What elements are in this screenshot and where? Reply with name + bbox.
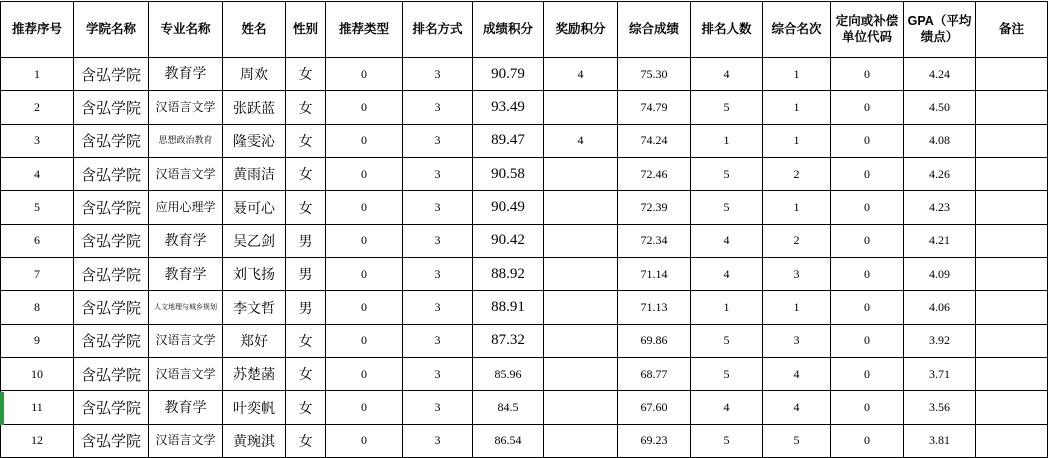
bonus-cell[interactable]: 4 [544, 124, 618, 157]
name-cell[interactable]: 李文哲 [223, 291, 286, 324]
table-row [1, 358, 1048, 391]
major-cell[interactable]: 教育学 [149, 258, 223, 291]
table-row [1, 58, 1048, 91]
cell[interactable]: 1 [763, 291, 831, 324]
bonus-cell[interactable]: 4 [544, 58, 618, 91]
cell[interactable]: 2 [1, 91, 74, 124]
bonus-cell[interactable] [544, 258, 618, 291]
college-cell[interactable]: 含弘学院 [74, 258, 149, 291]
header-cell[interactable]: 姓名 [223, 2, 286, 58]
cell[interactable]: 3 [403, 224, 473, 257]
remark-cell[interactable] [976, 291, 1048, 324]
cell[interactable]: 71.14 [618, 258, 691, 291]
remark-cell[interactable] [976, 391, 1048, 424]
cell[interactable]: 5 [691, 158, 763, 191]
score-cell[interactable]: 90.58 [473, 158, 544, 191]
cell[interactable]: 3 [403, 191, 473, 224]
cell[interactable]: 0 [326, 358, 403, 391]
remark-cell[interactable] [976, 358, 1048, 391]
cell[interactable]: 0 [831, 324, 904, 357]
cell[interactable]: 7 [1, 258, 74, 291]
remark-cell[interactable] [976, 324, 1048, 357]
score-cell[interactable]: 86.54 [473, 424, 544, 457]
cell[interactable]: 9 [1, 324, 74, 357]
table-header-row [1, 2, 1048, 58]
name-cell[interactable]: 黄雨洁 [223, 158, 286, 191]
header-cell[interactable]: 奖励积分 [544, 2, 618, 58]
cell[interactable]: 0 [326, 391, 403, 424]
cell[interactable]: 1 [763, 191, 831, 224]
remark-cell[interactable] [976, 158, 1048, 191]
college-cell[interactable]: 含弘学院 [74, 158, 149, 191]
cell[interactable]: 0 [326, 58, 403, 91]
table-row [1, 291, 1048, 324]
cell[interactable]: 4 [691, 224, 763, 257]
header-cell[interactable]: GPA（平均绩点） [904, 2, 976, 58]
gender-cell[interactable]: 男 [286, 291, 326, 324]
cell[interactable]: 4.50 [904, 91, 976, 124]
cell[interactable]: 1 [1, 58, 74, 91]
cell[interactable]: 0 [326, 291, 403, 324]
recommendation-table [0, 1, 1048, 458]
major-cell[interactable]: 汉语言文学 [149, 424, 223, 457]
table-row [1, 124, 1048, 157]
score-cell[interactable]: 90.49 [473, 191, 544, 224]
cell[interactable]: 4.09 [904, 258, 976, 291]
cell[interactable]: 4.21 [904, 224, 976, 257]
cell[interactable]: 3 [763, 258, 831, 291]
cell[interactable]: 3.81 [904, 424, 976, 457]
cell[interactable]: 5 [691, 358, 763, 391]
major-cell[interactable]: 汉语言文学 [149, 324, 223, 357]
header-cell[interactable]: 成绩积分 [473, 2, 544, 58]
cell[interactable]: 72.34 [618, 224, 691, 257]
remark-cell[interactable] [976, 58, 1048, 91]
name-cell[interactable]: 吴乙剑 [223, 224, 286, 257]
score-cell[interactable]: 93.49 [473, 91, 544, 124]
cell[interactable]: 5 [691, 424, 763, 457]
bonus-cell[interactable] [544, 324, 618, 357]
table-row [1, 258, 1048, 291]
cell[interactable]: 3.56 [904, 391, 976, 424]
header-cell[interactable]: 综合成绩 [618, 2, 691, 58]
table-row [1, 91, 1048, 124]
gender-cell[interactable]: 男 [286, 258, 326, 291]
gender-cell[interactable]: 女 [286, 91, 326, 124]
name-cell[interactable]: 周欢 [223, 58, 286, 91]
major-cell[interactable]: 教育学 [149, 58, 223, 91]
major-cell[interactable]: 汉语言文学 [149, 158, 223, 191]
cell[interactable]: 0 [326, 224, 403, 257]
name-cell[interactable]: 聂可心 [223, 191, 286, 224]
gender-cell[interactable]: 女 [286, 158, 326, 191]
college-cell[interactable]: 含弘学院 [74, 424, 149, 457]
major-cell[interactable]: 教育学 [149, 224, 223, 257]
college-cell[interactable]: 含弘学院 [74, 291, 149, 324]
cell[interactable]: 3 [403, 391, 473, 424]
college-cell[interactable]: 含弘学院 [74, 224, 149, 257]
name-cell[interactable]: 张跃蓝 [223, 91, 286, 124]
cell[interactable]: 4 [691, 58, 763, 91]
table-row-header [1, 2, 1048, 58]
cell[interactable]: 10 [1, 358, 74, 391]
cell[interactable]: 4.26 [904, 158, 976, 191]
cell[interactable]: 3 [403, 358, 473, 391]
cell[interactable]: 5 [691, 91, 763, 124]
cell[interactable]: 0 [326, 258, 403, 291]
gender-cell[interactable]: 女 [286, 124, 326, 157]
bonus-cell[interactable] [544, 224, 618, 257]
bonus-cell[interactable] [544, 91, 618, 124]
header-cell[interactable]: 定向或补偿单位代码 [831, 2, 904, 58]
remark-cell[interactable] [976, 224, 1048, 257]
cell[interactable]: 0 [831, 191, 904, 224]
header-cell[interactable]: 专业名称 [149, 2, 223, 58]
table-row [1, 391, 1048, 424]
cell[interactable]: 1 [763, 58, 831, 91]
gender-cell[interactable]: 女 [286, 358, 326, 391]
header-cell[interactable]: 备注 [976, 2, 1048, 58]
cell[interactable]: 11 [1, 391, 74, 424]
table-row [1, 424, 1048, 457]
cell[interactable]: 3 [403, 91, 473, 124]
bonus-cell[interactable] [544, 291, 618, 324]
cell[interactable]: 3 [1, 124, 74, 157]
cell[interactable]: 1 [763, 124, 831, 157]
college-cell[interactable]: 含弘学院 [74, 91, 149, 124]
bonus-cell[interactable] [544, 391, 618, 424]
cell[interactable]: 3 [403, 58, 473, 91]
active-cell-indicator [0, 392, 4, 425]
cell[interactable]: 5 [691, 324, 763, 357]
cell[interactable]: 2 [763, 224, 831, 257]
remark-cell[interactable] [976, 258, 1048, 291]
cell[interactable]: 5 [691, 191, 763, 224]
cell[interactable]: 2 [763, 158, 831, 191]
cell[interactable]: 0 [831, 391, 904, 424]
table-row [1, 324, 1048, 357]
cell[interactable]: 3 [763, 324, 831, 357]
name-cell[interactable]: 郑好 [223, 324, 286, 357]
cell[interactable]: 4.24 [904, 58, 976, 91]
score-cell[interactable]: 85.96 [473, 358, 544, 391]
cell[interactable]: 4 [691, 391, 763, 424]
name-cell[interactable]: 叶奕帆 [223, 391, 286, 424]
cell[interactable]: 68.77 [618, 358, 691, 391]
cell[interactable]: 4.06 [904, 291, 976, 324]
header-cell[interactable]: 排名方式 [403, 2, 473, 58]
name-cell[interactable]: 隆雯沁 [223, 124, 286, 157]
college-cell[interactable]: 含弘学院 [74, 124, 149, 157]
cell[interactable]: 0 [831, 158, 904, 191]
score-cell[interactable]: 84.5 [473, 391, 544, 424]
major-cell[interactable]: 汉语言文学 [149, 358, 223, 391]
bonus-cell[interactable] [544, 191, 618, 224]
cell[interactable]: 0 [831, 424, 904, 457]
cell[interactable]: 3 [403, 424, 473, 457]
cell[interactable]: 5 [1, 191, 74, 224]
college-cell[interactable]: 含弘学院 [74, 358, 149, 391]
cell[interactable]: 4.23 [904, 191, 976, 224]
cell[interactable]: 71.13 [618, 291, 691, 324]
cell[interactable]: 8 [1, 291, 74, 324]
name-cell[interactable]: 苏楚菡 [223, 358, 286, 391]
cell[interactable]: 72.46 [618, 158, 691, 191]
cell[interactable]: 0 [831, 124, 904, 157]
score-cell[interactable]: 88.91 [473, 291, 544, 324]
gender-cell[interactable]: 女 [286, 424, 326, 457]
cell[interactable]: 3 [403, 258, 473, 291]
cell[interactable]: 0 [831, 358, 904, 391]
cell[interactable]: 0 [326, 191, 403, 224]
major-cell[interactable]: 思想政治教育 [149, 124, 223, 157]
table-row [1, 191, 1048, 224]
major-cell[interactable]: 人文地理与城乡规划 [149, 291, 223, 324]
header-cell[interactable]: 推荐类型 [326, 2, 403, 58]
cell[interactable]: 3.71 [904, 358, 976, 391]
cell[interactable]: 0 [326, 124, 403, 157]
cell[interactable]: 0 [326, 324, 403, 357]
cell[interactable]: 3 [403, 324, 473, 357]
bonus-cell[interactable] [544, 424, 618, 457]
cell[interactable]: 0 [326, 158, 403, 191]
gender-cell[interactable]: 男 [286, 224, 326, 257]
college-cell[interactable]: 含弘学院 [74, 191, 149, 224]
remark-cell[interactable] [976, 124, 1048, 157]
cell[interactable]: 3 [403, 291, 473, 324]
name-cell[interactable]: 刘飞扬 [223, 258, 286, 291]
header-cell[interactable]: 学院名称 [74, 2, 149, 58]
score-cell[interactable]: 90.42 [473, 224, 544, 257]
cell[interactable]: 67.60 [618, 391, 691, 424]
gender-cell[interactable]: 女 [286, 391, 326, 424]
bonus-cell[interactable] [544, 158, 618, 191]
cell[interactable]: 5 [763, 424, 831, 457]
cell[interactable]: 4 [763, 391, 831, 424]
cell[interactable]: 0 [831, 58, 904, 91]
cell[interactable]: 69.23 [618, 424, 691, 457]
table-row [1, 158, 1048, 191]
cell[interactable]: 0 [326, 424, 403, 457]
cell[interactable]: 0 [831, 291, 904, 324]
header-cell[interactable]: 性别 [286, 2, 326, 58]
cell[interactable]: 6 [1, 224, 74, 257]
score-cell[interactable]: 88.92 [473, 258, 544, 291]
cell[interactable]: 0 [831, 258, 904, 291]
college-cell[interactable]: 含弘学院 [74, 324, 149, 357]
remark-cell[interactable] [976, 191, 1048, 224]
header-cell[interactable]: 推荐序号 [1, 2, 74, 58]
name-cell[interactable]: 黄琬淇 [223, 424, 286, 457]
table-row [1, 224, 1048, 257]
bonus-cell[interactable] [544, 358, 618, 391]
cell[interactable]: 0 [326, 91, 403, 124]
cell[interactable]: 1 [691, 124, 763, 157]
cell[interactable]: 75.30 [618, 58, 691, 91]
major-cell[interactable]: 教育学 [149, 391, 223, 424]
header-cell[interactable]: 综合名次 [763, 2, 831, 58]
cell[interactable]: 1 [691, 291, 763, 324]
score-cell[interactable]: 87.32 [473, 324, 544, 357]
table-body [1, 58, 1048, 458]
cell[interactable]: 69.86 [618, 324, 691, 357]
gender-cell[interactable]: 女 [286, 191, 326, 224]
cell[interactable]: 74.79 [618, 91, 691, 124]
cell[interactable]: 1 [763, 91, 831, 124]
cell[interactable]: 3.92 [904, 324, 976, 357]
cell[interactable]: 4.08 [904, 124, 976, 157]
cell[interactable]: 4 [691, 258, 763, 291]
major-cell[interactable]: 应用心理学 [149, 191, 223, 224]
cell[interactable]: 0 [831, 91, 904, 124]
cell[interactable]: 72.39 [618, 191, 691, 224]
gender-cell[interactable]: 女 [286, 58, 326, 91]
college-cell[interactable]: 含弘学院 [74, 391, 149, 424]
score-cell[interactable]: 89.47 [473, 124, 544, 157]
cell[interactable]: 3 [403, 158, 473, 191]
score-cell[interactable]: 90.79 [473, 58, 544, 91]
cell[interactable]: 3 [403, 124, 473, 157]
college-cell[interactable]: 含弘学院 [74, 58, 149, 91]
cell[interactable]: 74.24 [618, 124, 691, 157]
cell[interactable]: 4 [763, 358, 831, 391]
remark-cell[interactable] [976, 91, 1048, 124]
cell[interactable]: 4 [1, 158, 74, 191]
gender-cell[interactable]: 女 [286, 324, 326, 357]
header-cell[interactable]: 排名人数 [691, 2, 763, 58]
cell[interactable]: 12 [1, 424, 74, 457]
remark-cell[interactable] [976, 424, 1048, 457]
major-cell[interactable]: 汉语言文学 [149, 91, 223, 124]
cell[interactable]: 0 [831, 224, 904, 257]
